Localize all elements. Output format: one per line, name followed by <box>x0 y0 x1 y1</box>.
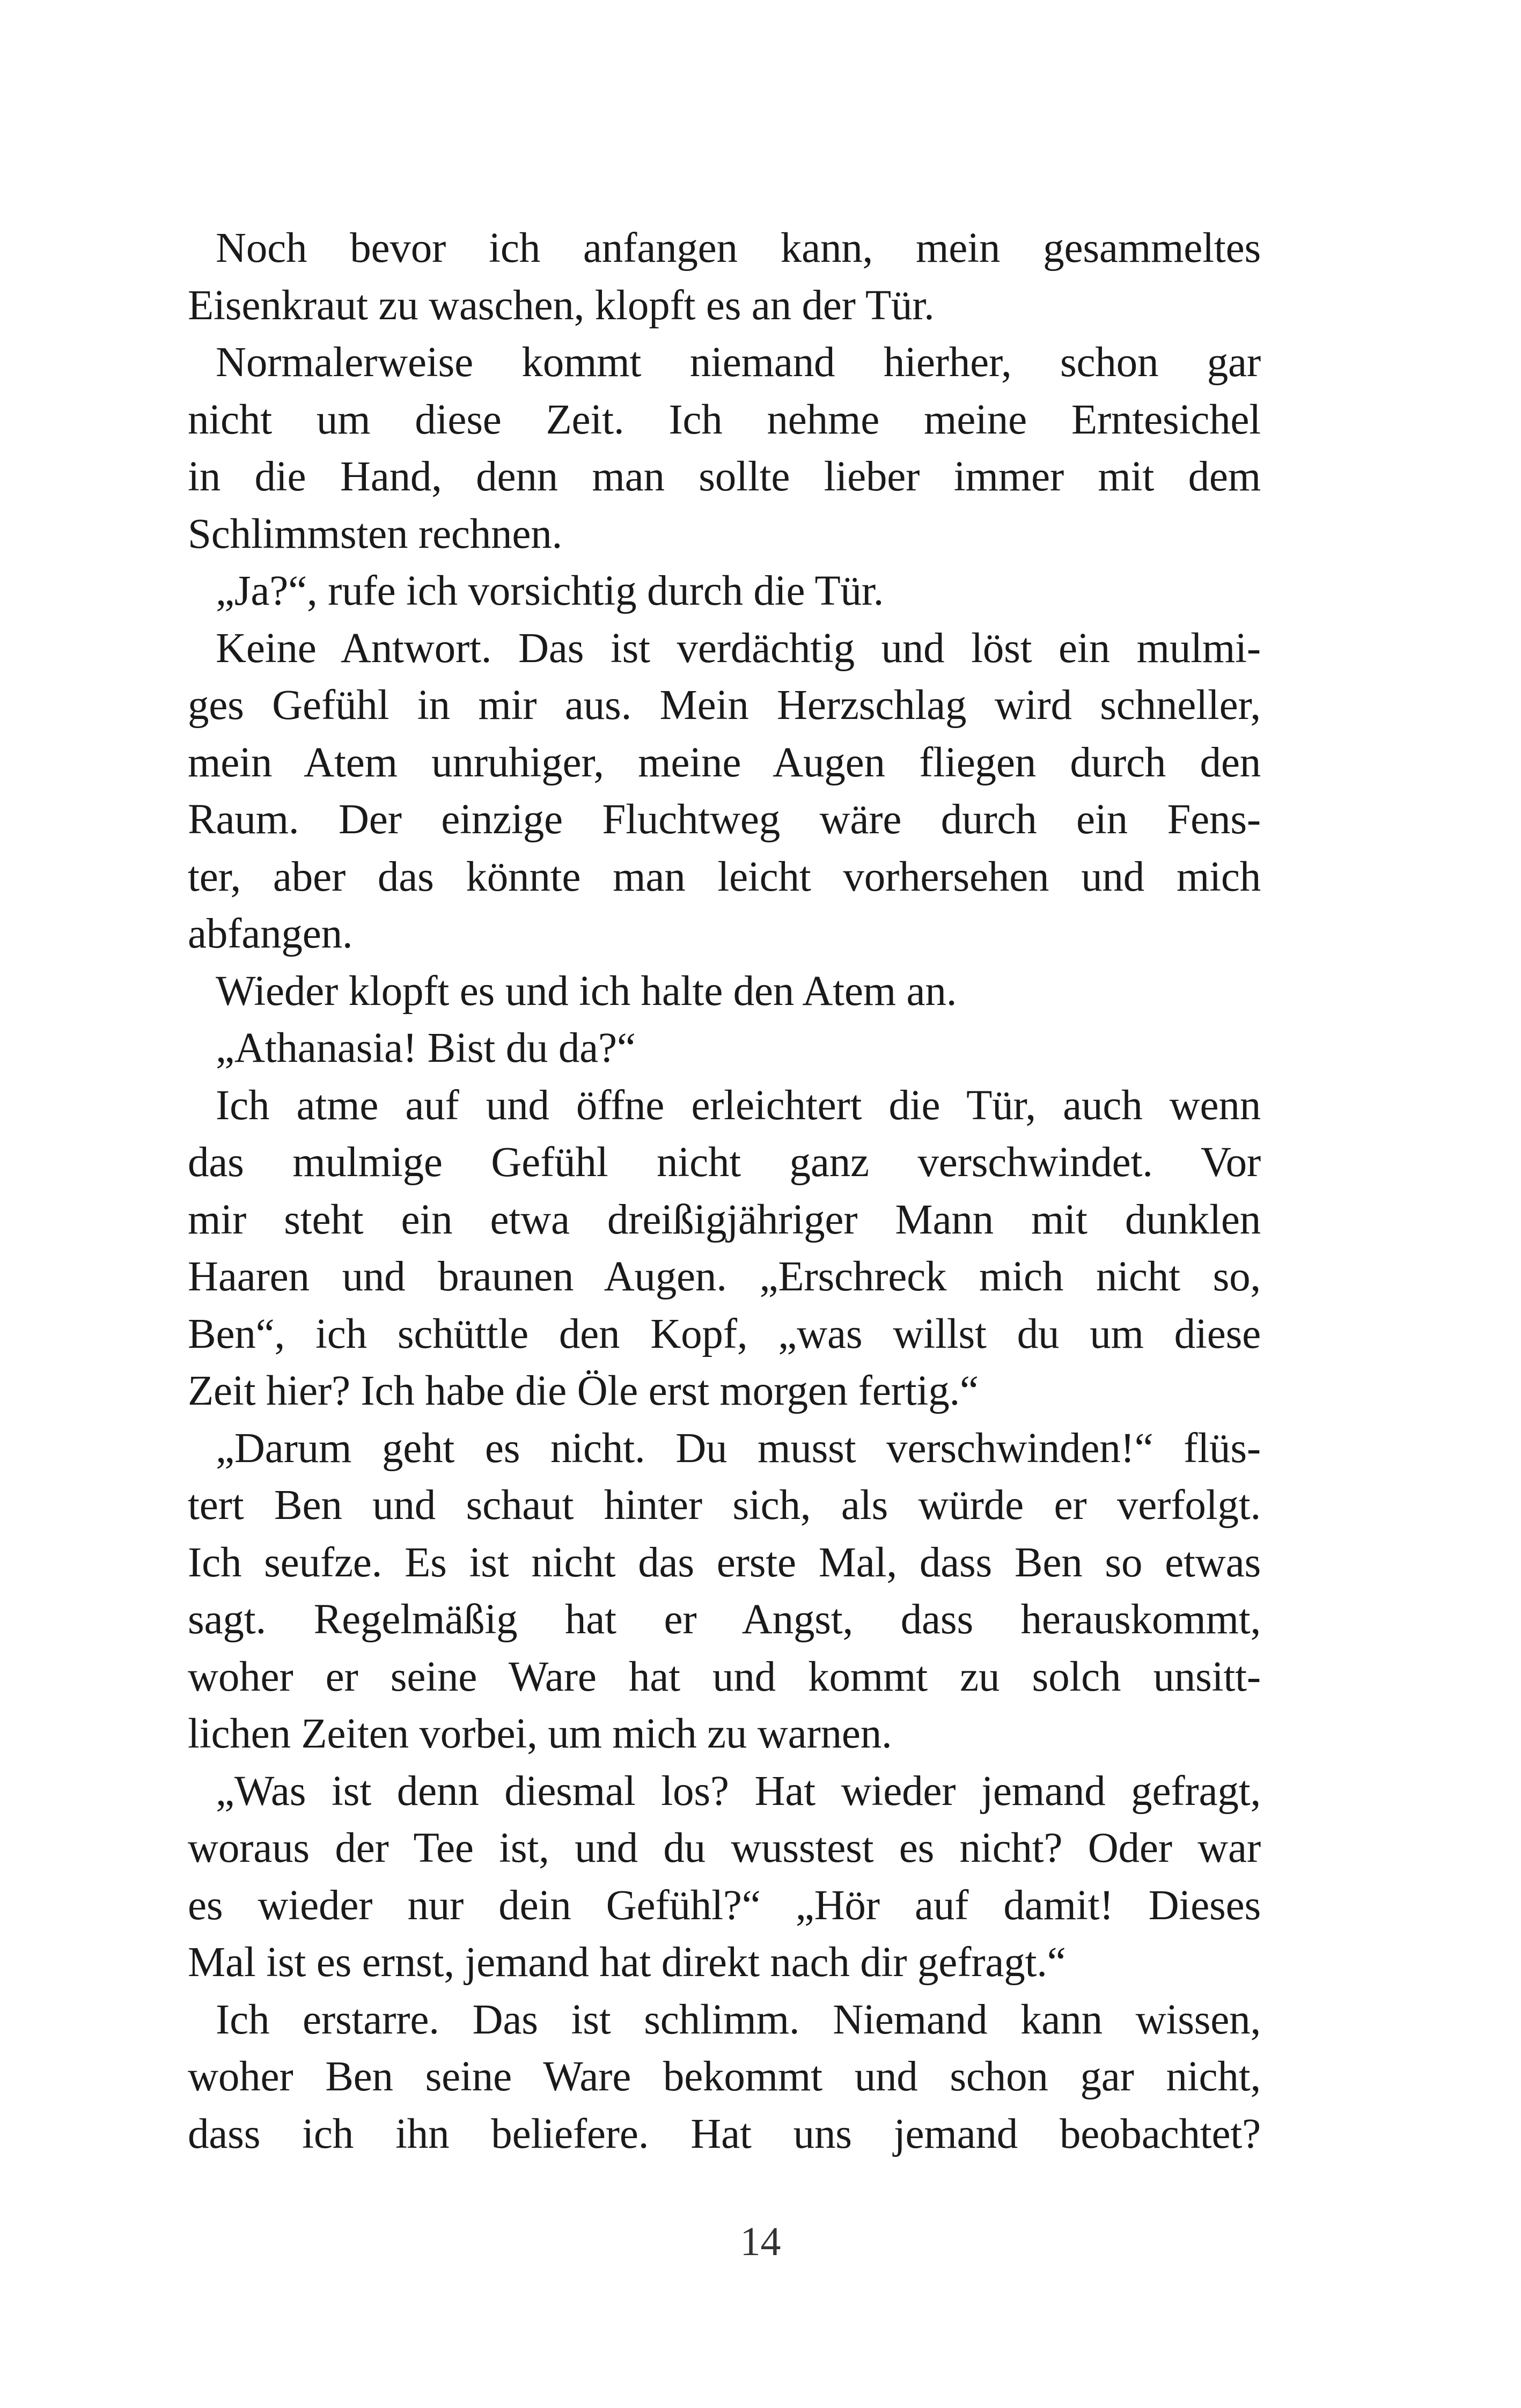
text-line: Zeit hier? Ich habe die Öle erst morgen fertig.“ <box>188 1368 979 1414</box>
text-line: woher er seine Ware hat und kommt zu solch unsitt- <box>188 1653 1261 1700</box>
text-line: „Darum geht es nicht. Du musst verschwinden!“ flüs- <box>216 1425 1261 1472</box>
text-line: mir steht ein etwa dreißigjähriger Mann mit dunklen <box>188 1196 1261 1243</box>
text-line: „Athanasia! Bist du da?“ <box>216 1025 636 1071</box>
text-line: lichen Zeiten vorbei, um mich zu warnen. <box>188 1710 892 1757</box>
text-line: Normalerweise kommt niemand hierher, schon gar <box>216 339 1261 386</box>
text-line: mein Atem unruhiger, meine Augen fliegen durch den <box>188 739 1261 786</box>
text-line: es wieder nur dein Gefühl?“ „Hör auf damit! Dieses <box>188 1882 1261 1929</box>
text-line: ter, aber das könnte man leicht vorhersehen und mich <box>188 853 1261 900</box>
text-line: das mulmige Gefühl nicht ganz verschwindet. Vor <box>188 1139 1261 1186</box>
text-line: Raum. Der einzige Fluchtweg wäre durch ein Fens- <box>188 796 1261 843</box>
text-line: sagt. Regelmäßig hat er Angst, dass herauskommt, <box>188 1596 1261 1643</box>
text-line: Ich erstarre. Das ist schlimm. Niemand kann wissen, <box>216 1996 1261 2043</box>
body-text <box>188 220 1261 2163</box>
text-line: Wieder klopft es und ich halte den Atem an. <box>216 967 957 1015</box>
text-line: Ich atme auf und öffne erleichtert die Tür, auch wenn <box>216 1082 1261 1129</box>
text-line: „Ja?“, rufe ich vorsichtig durch die Tür. <box>216 568 884 614</box>
text-line: in die Hand, denn man sollte lieber immer mit dem <box>188 453 1261 500</box>
text-line: Schlimmsten rechnen. <box>188 510 563 557</box>
text-line: ges Gefühl in mir aus. Mein Herzschlag wird schneller, <box>188 682 1261 729</box>
text-line: dass ich ihn beliefere. Hat uns jemand beobachtet? <box>188 2110 1261 2157</box>
text-line: woher Ben seine Ware bekommt und schon gar nicht, <box>188 2053 1261 2100</box>
text-line: Mal ist es ernst, jemand hat direkt nach dir gefragt.“ <box>188 1939 1066 1986</box>
text-line: Ben“, ich schüttle den Kopf, „was willst du um diese <box>188 1310 1261 1357</box>
page-number: 14 <box>740 2219 781 2264</box>
text-line: Keine Antwort. Das ist verdächtig und löst ein mulmi- <box>216 625 1261 672</box>
text-line: Noch bevor ich anfangen kann, mein gesammeltes <box>216 225 1261 271</box>
text-line: Ich seufze. Es ist nicht das erste Mal, dass Ben so etwas <box>188 1539 1261 1586</box>
text-line: abfangen. <box>188 911 353 957</box>
text-line: „Was ist denn diesmal los? Hat wieder jemand gefragt, <box>216 1767 1261 1815</box>
text-line: Eisenkraut zu waschen, klopft es an der Tür. <box>188 282 935 329</box>
text-line: nicht um diese Zeit. Ich nehme meine Erntesichel <box>188 396 1261 443</box>
text-line: Haaren und braunen Augen. „Erschreck mich nicht so, <box>188 1253 1261 1300</box>
text-line: tert Ben und schaut hinter sich, als würde er verfolgt. <box>188 1482 1261 1529</box>
text-line: woraus der Tee ist, und du wusstest es nicht? Oder war <box>188 1825 1261 1871</box>
